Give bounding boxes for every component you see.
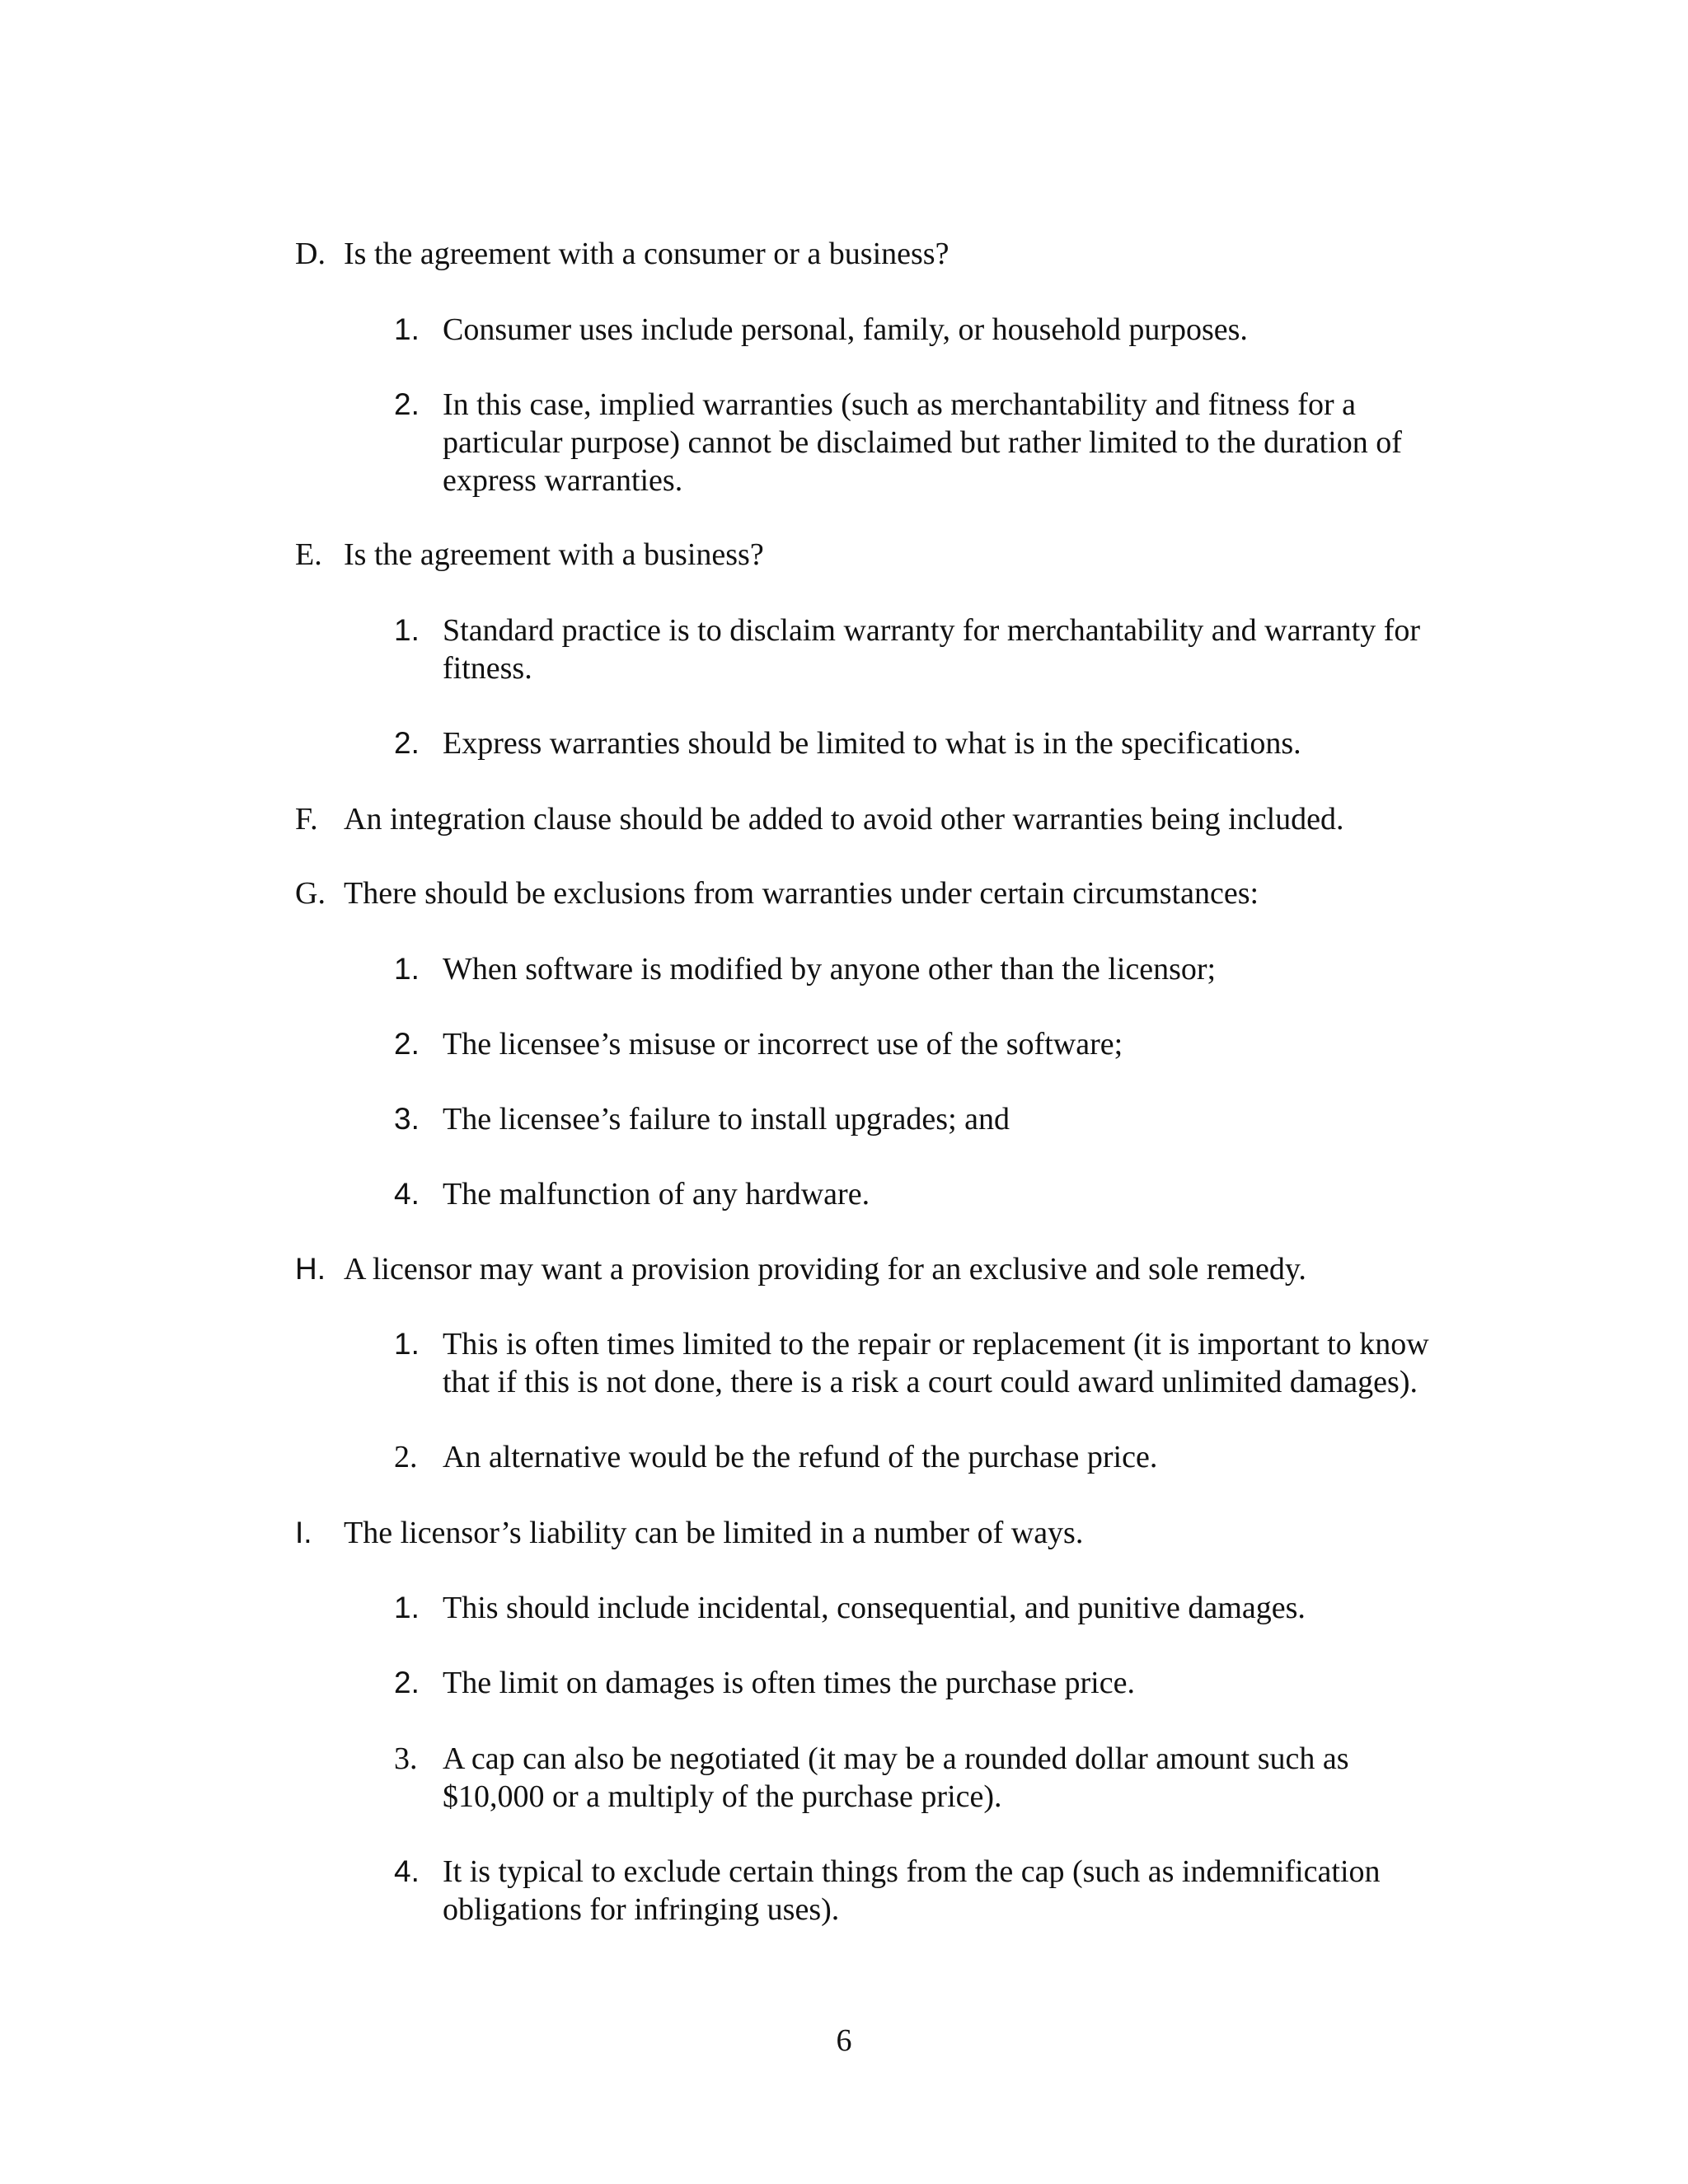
section-d-item-2-number: 2.: [394, 387, 420, 421]
section-h-heading: A licensor may want a provision providing for an exclusive and sole remedy.: [344, 1252, 1306, 1286]
section-e-item-2-number: 2.: [394, 726, 420, 760]
section-d-item-1-text: Consumer uses include personal, family, or household purposes.: [443, 312, 1248, 347]
section-f-letter: F.: [295, 802, 318, 837]
section-i-item-2-text: The limit on damages is often times the purchase price.: [443, 1666, 1135, 1700]
section-h-item-1-line-1: This is often times limited to the repair or replacement (it is important to know: [443, 1327, 1429, 1361]
section-i-item-4-number: 4.: [394, 1854, 420, 1888]
section-d-item-2-line-2: particular purpose) cannot be disclaimed but rather limited to the duration of: [443, 425, 1402, 460]
page-number: 6: [836, 2023, 852, 2058]
section-g-letter: G.: [295, 876, 326, 911]
section-i-heading: The licensor’s liability can be limited in a number of ways.: [344, 1516, 1084, 1550]
section-h-item-2-text: An alternative would be the refund of the purchase price.: [443, 1440, 1158, 1474]
section-d-letter: D.: [295, 237, 326, 271]
section-d-heading: Is the agreement with a consumer or a business?: [344, 237, 950, 271]
section-g-item-4-text: The malfunction of any hardware.: [443, 1177, 870, 1212]
section-d-item-2-line-3: express warranties.: [443, 463, 683, 498]
section-g-item-2-number: 2.: [394, 1027, 420, 1061]
section-i-item-4-line-1: It is typical to exclude certain things from the cap (such as indemnification: [443, 1854, 1381, 1889]
section-g-item-1-text: When software is modified by anyone other than the licensor;: [443, 952, 1217, 987]
section-i-item-4-line-2: obligations for infringing uses).: [443, 1892, 840, 1927]
section-g-item-1-number: 1.: [394, 952, 420, 986]
section-g-item-3-number: 3.: [394, 1102, 420, 1136]
section-g-item-3-text: The licensee’s failure to install upgrades; and: [443, 1102, 1010, 1137]
section-i-item-3-line-1: A cap can also be negotiated (it may be a rounded dollar amount such as: [443, 1741, 1349, 1776]
section-d-item-2-line-1: In this case, implied warranties (such as merchantability and fitness for a: [443, 387, 1356, 422]
section-i-item-1-text: This should include incidental, consequential, and punitive damages.: [443, 1591, 1306, 1625]
section-i-item-2-number: 2.: [394, 1666, 420, 1699]
section-e-item-2-text: Express warranties should be limited to what is in the specifications.: [443, 726, 1301, 761]
section-h-item-1-line-2: that if this is not done, there is a risk a court could award unlimited damages).: [443, 1365, 1418, 1399]
section-h-item-1-number: 1.: [394, 1327, 420, 1361]
section-e-heading: Is the agreement with a business?: [344, 537, 764, 572]
section-d-item-1-number: 1.: [394, 312, 420, 346]
section-i-item-1-number: 1.: [394, 1591, 420, 1624]
section-e-item-1-line-2: fitness.: [443, 651, 532, 686]
section-i-item-3-number: 3.: [394, 1741, 418, 1776]
section-h-item-2-number: 2.: [394, 1440, 418, 1474]
section-g-heading: There should be exclusions from warranties under certain circumstances:: [344, 876, 1259, 911]
section-g-item-2-text: The licensee’s misuse or incorrect use of the software;: [443, 1027, 1123, 1062]
section-f-heading: An integration clause should be added to avoid other warranties being included.: [344, 802, 1344, 837]
section-e-letter: E.: [295, 537, 322, 572]
section-i-item-3-line-2: $10,000 or a multiply of the purchase price).: [443, 1779, 1002, 1814]
section-e-item-1-number: 1.: [394, 613, 420, 647]
section-i-letter: I.: [295, 1516, 312, 1549]
section-e-item-1-line-1: Standard practice is to disclaim warranty for merchantability and warranty for: [443, 613, 1420, 648]
section-g-item-4-number: 4.: [394, 1177, 420, 1211]
section-h-letter: H.: [295, 1252, 326, 1286]
